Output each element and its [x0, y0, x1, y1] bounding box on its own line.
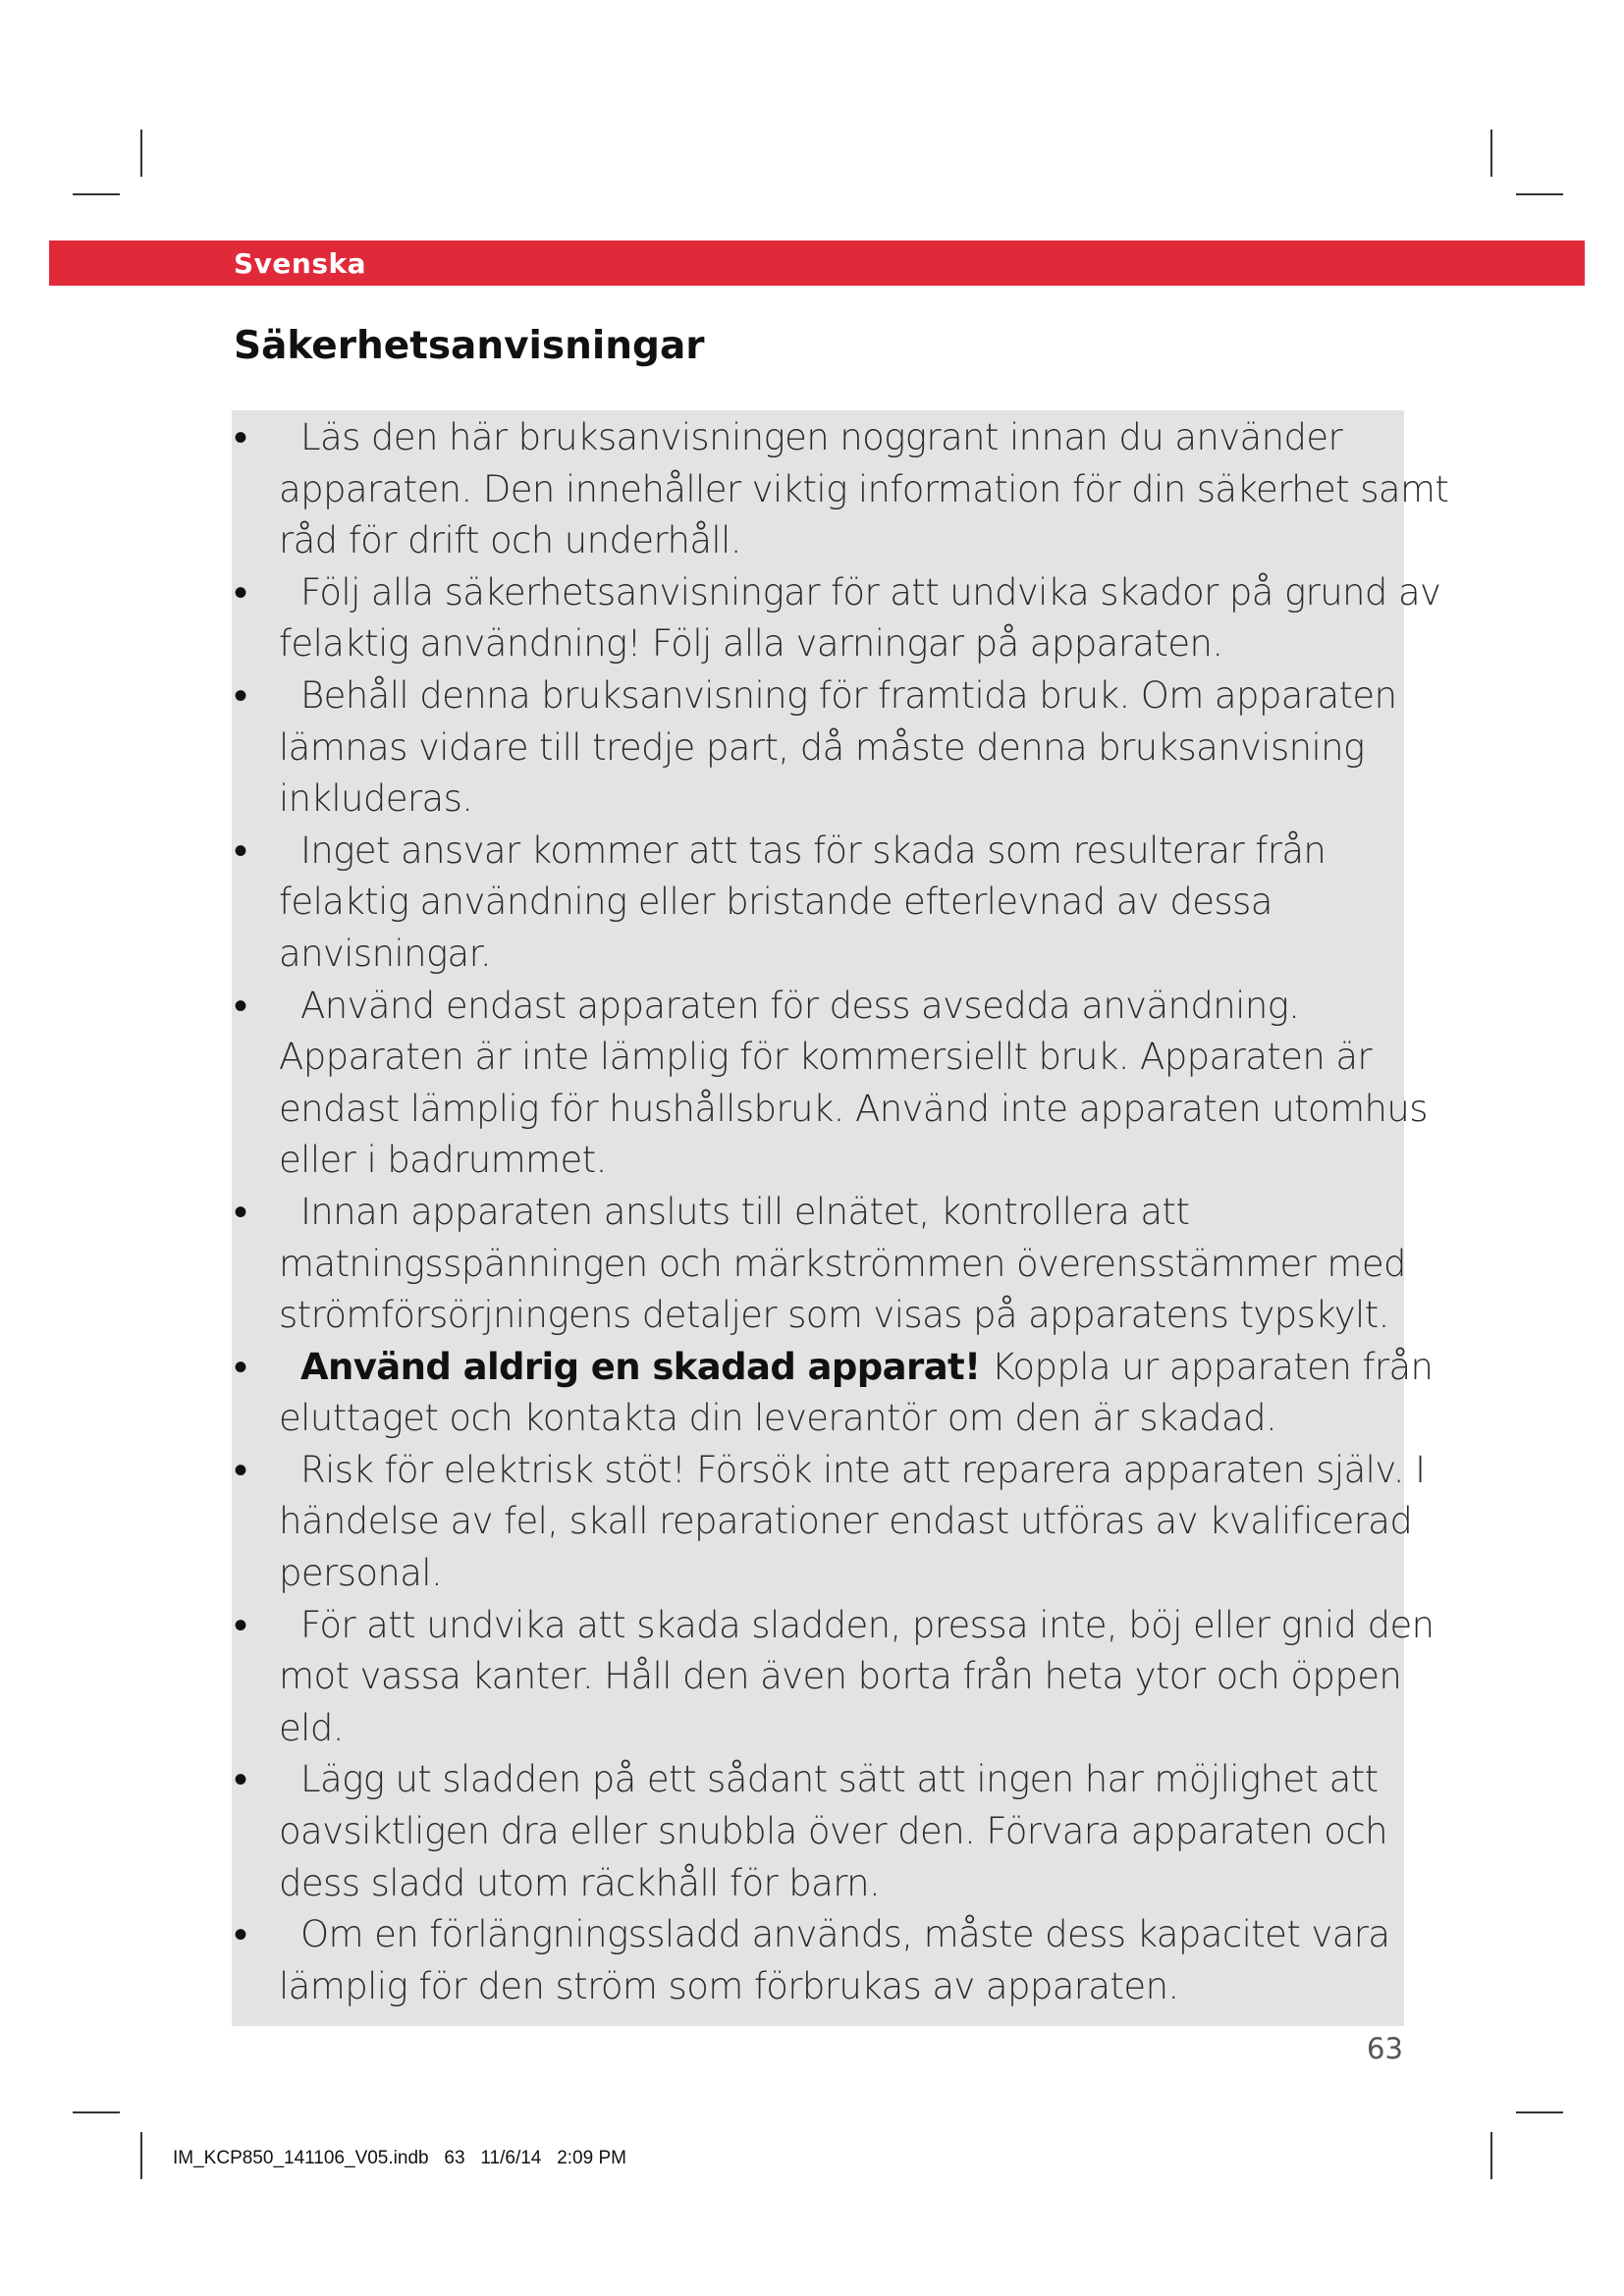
crop-mark-bottom-right-vertical [1490, 2132, 1492, 2179]
list-item-text: Innan apparaten ansluts till elnätet, kontrollera att matningsspänningen och märkströmmen överensstämmer med strömförsörjningens detaljer som visas på apparatens typskylt. [279, 1190, 1406, 1337]
list-item-text: Om en förlängningssladd används, måste dess kapacitet vara lämplig för den ström som förbrukas av apparaten. [279, 1913, 1390, 2007]
list-item-text: Lägg ut sladden på ett sådant sätt att ingen har möjlighet att oavsiktligen dra eller snubbla över den. Förvara apparaten och dess sladd utom räckhåll för barn. [279, 1758, 1387, 1904]
safety-instructions-list [232, 412, 1449, 2012]
list-item-text: Läs den här bruksanvisningen noggrant innan du använder apparaten. Den innehåller viktig information för din säkerhet samt råd för drift och underhåll. [279, 416, 1449, 562]
bullet-icon: • [234, 1912, 247, 1958]
list-item-text: Använd endast apparaten för dess avsedda användning. Apparaten är inte lämplig för kommersiellt bruk. Apparaten är endast lämplig för hushållsbruk. Använd inte apparaten utomhus eller i badrummet. [279, 984, 1428, 1182]
list-item [232, 1754, 1449, 1909]
list-item [232, 412, 1449, 567]
bullet-icon: • [234, 828, 247, 874]
list-item-text: För att undvika att skada sladden, pressa inte, böj eller gnid den mot vassa kanter. Håll den även borta från heta ytor och öppen eld. [279, 1603, 1435, 1749]
list-item [232, 1342, 1449, 1445]
crop-mark-top-left-horizontal [73, 193, 120, 195]
page-number: 63 [1367, 2032, 1403, 2065]
bullet-icon: • [234, 1602, 247, 1648]
bullet-icon: • [234, 1447, 247, 1493]
list-item [232, 1600, 1449, 1755]
crop-mark-top-right-horizontal [1516, 193, 1563, 195]
list-item [232, 1187, 1449, 1342]
bullet-icon: • [234, 1757, 247, 1803]
print-slug: IM_KCP850_141106_V05.indb 63 11/6/14 2:09 PM [173, 2148, 626, 2168]
bullet-icon: • [234, 672, 247, 719]
warning-emphasis: Använd aldrig en skadad apparat! [300, 1345, 981, 1388]
list-item [232, 670, 1449, 826]
bullet-icon: • [234, 983, 247, 1029]
list-item [232, 1445, 1449, 1600]
crop-mark-bottom-left-horizontal [73, 2111, 120, 2113]
crop-mark-bottom-right-horizontal [1516, 2111, 1563, 2113]
bullet-icon: • [234, 1344, 247, 1390]
list-item [232, 981, 1449, 1187]
bullet-icon: • [234, 569, 247, 615]
list-item-text: Följ alla säkerhetsanvisningar för att undvika skador på grund av felaktig användning! Följ alla varningar på apparaten. [279, 570, 1441, 666]
bullet-icon: • [234, 415, 247, 460]
page-title: Säkerhetsanvisningar [234, 324, 705, 368]
list-item-text: Inget ansvar kommer att tas för skada som resulterar från felaktig användning eller bristande efterlevnad av dessa anvisningar. [279, 828, 1326, 975]
list-item [232, 567, 1449, 670]
crop-mark-bottom-left-vertical [140, 2132, 142, 2179]
list-item-text: Behåll denna bruksanvisning för framtida bruk. Om apparaten lämnas vidare till tredje part, då måste denna bruksanvisning inkluderas. [279, 673, 1397, 821]
list-item [232, 1909, 1449, 2012]
list-item-text: Risk för elektrisk stöt! Försök inte att reparera apparaten själv. I händelse av fel, skall reparationer endast utföras av kvalificerad personal. [279, 1448, 1426, 1595]
crop-mark-top-left-vertical [140, 130, 142, 177]
list-item-text: Koppla ur apparaten från eluttaget och kontakta din leverantör om den är skadad. [279, 1345, 1434, 1440]
crop-mark-top-right-vertical [1490, 130, 1492, 177]
bullet-icon: • [234, 1189, 247, 1235]
list-item [232, 826, 1449, 981]
language-label: Svenska [234, 247, 367, 280]
